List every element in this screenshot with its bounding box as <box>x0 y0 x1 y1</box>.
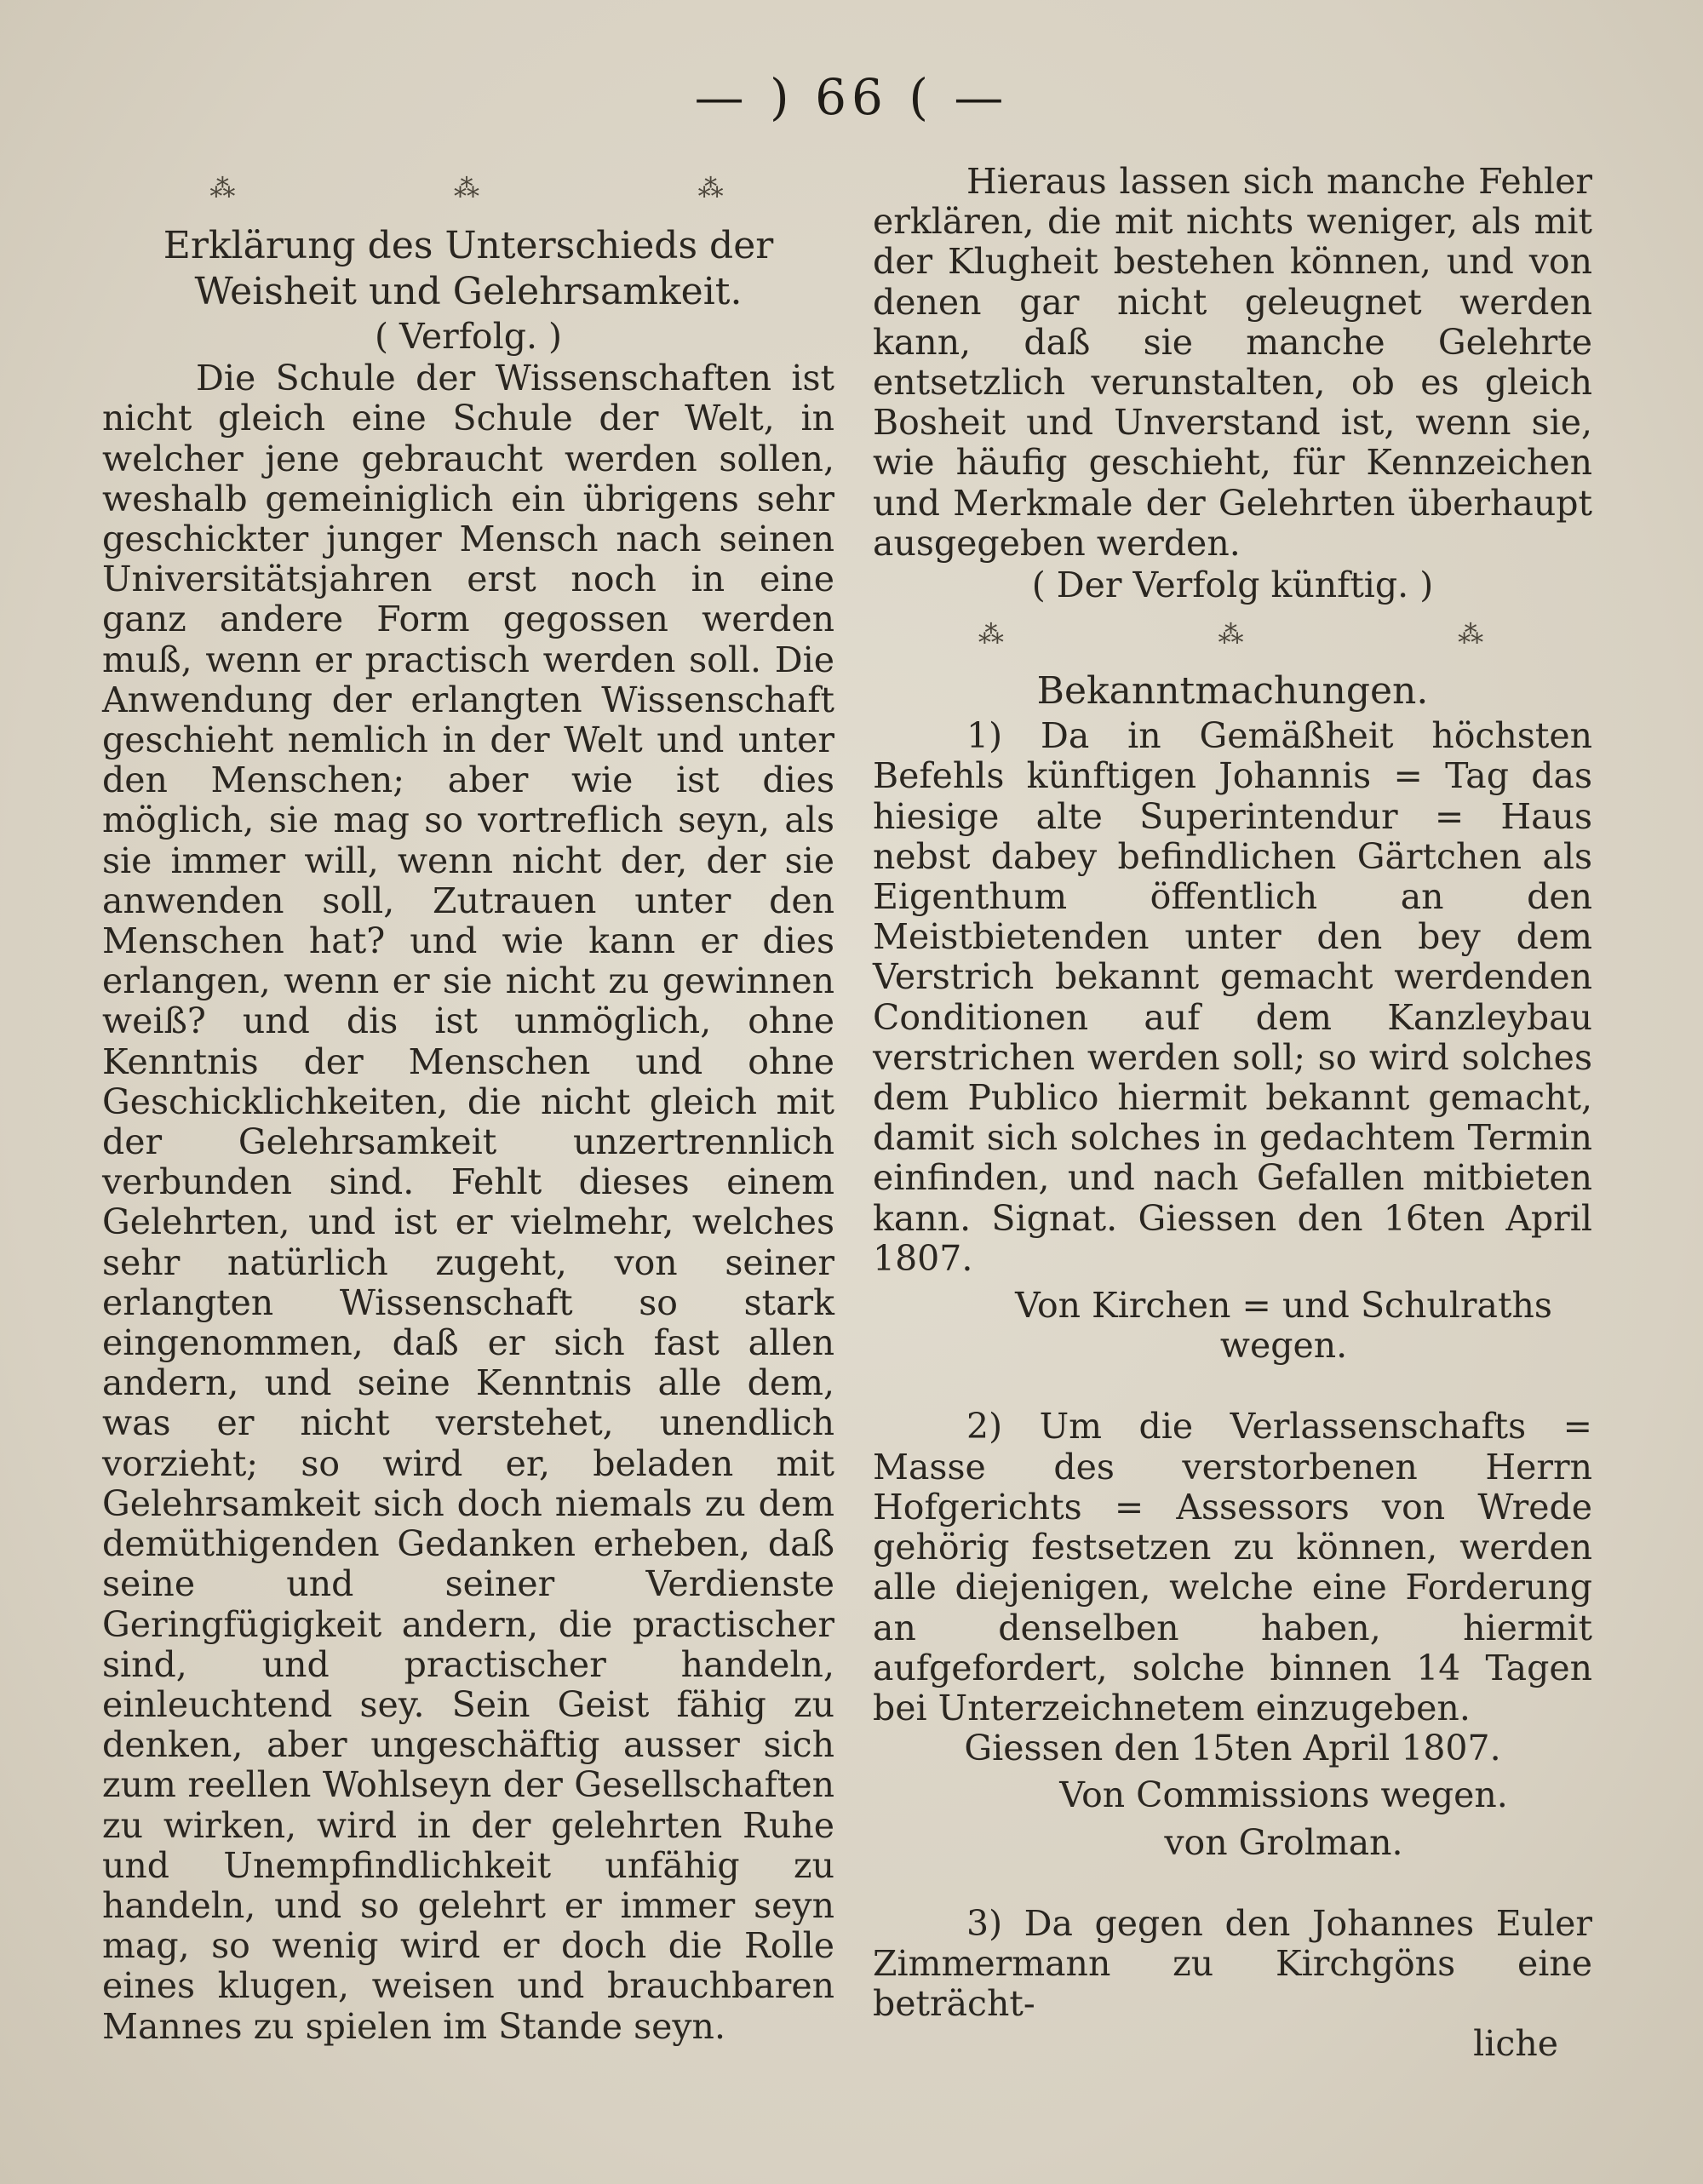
spacer <box>873 1870 1592 1904</box>
ornament-row <box>102 162 834 216</box>
article-title: Erklärung des Unterschieds der Weisheit und Gelehrsamkeit. <box>163 224 774 313</box>
continuation-note: ( Der Verfolg künftig. ) <box>1031 565 1434 606</box>
asterism-icon: ⁂ <box>1218 619 1247 650</box>
notice-2-signature: Von Commissions wegen. <box>1059 1774 1508 1816</box>
continuation-label: ( Verfolg. ) <box>374 316 562 357</box>
notice-1-signature: Von Kirchen = und Schulraths wegen. <box>1015 1285 1552 1367</box>
notice-2-date: Giessen den 15ten April 1807. <box>964 1728 1501 1769</box>
ornament-row <box>873 607 1592 662</box>
asterism-icon: ⁂ <box>1458 619 1488 650</box>
article-body-continued: Hieraus lassen sich manche Fehler erklären, die mit nichts weniger, als mit der Klugheit bestehen können, und von denen gar nicht geleugnet werden kann, daß sie manche Gelehrte entsetzlich verunstalten, ob es gleich Bosheit und Unverstand ist, wenn sie, wie häufig geschieht, für Kennzeichen und Merkmale der Gelehrten überhaupt ausgegeben werden. <box>873 161 1592 564</box>
asterism-icon: ⁂ <box>978 619 1007 650</box>
left-column <box>102 162 834 2047</box>
section-title: Bekanntmachungen. <box>1036 669 1429 714</box>
right-column <box>873 162 1592 2065</box>
notice-3-text: 3) Da gegen den Johannes Euler Zimmermann zu Kirchgöns eine beträcht- <box>873 1902 1592 2025</box>
article-body: Die Schule der Wissenschaften ist nicht gleich eine Schule der Welt, in welcher jene gebraucht werden sollen, weshalb gemeiniglich ein übrigens sehr geschickter junger Mensch nach seinen Universitätsjahren erst noch in eine ganz andere Form gegossen werden muß, wenn er practisch werden soll. Die Anwendung der erlangten Wissenschaft geschieht nemlich in der Welt und unter den Menschen; aber wie ist dies möglich, sie mag so vortreflich seyn, als sie immer will, wenn nicht der, der sie anwenden soll, Zutrauen unter den Menschen hat? und wie kann er dies erlangen, wenn er sie nicht zu gewinnen weiß? und dis ist unmöglich, ohne Kenntnis der Menschen und ohne Geschicklichkeiten, die nicht gleich mit der Gelehrsamkeit unzertrennlich verbunden sind. Fehlt dieses einem Gelehrten, und ist er vielmehr, welches sehr natürlich zugeht, von seiner erlangten Wissenschaft so stark eingenommen, daß er sich fast allen andern, und seine Kenntnis alle dem, was er nicht verstehet, unendlich vorzieht; so wird er, beladen mit Gelehrsamkeit sich doch niemals zu dem demüthigenden Gedanken erheben, daß seine und seiner Verdienste Geringfügigkeit andern, die practischer sind, und practischer handeln, einleuchtend sey. Sein Geist fähig zu denken, aber ungeschäftig ausser sich zum reellen Wohlseyn der Gesellschaften zu wirken, wird in der gelehrten Ruhe und Unempfindlichkeit unfähig zu handeln, und so gelehrt er immer seyn mag, so wenig wird er doch die Rolle eines klugen, weisen und brauchbaren Mannes zu spielen im Stande seyn. <box>102 358 834 2047</box>
catchword: liche <box>1473 2023 1558 2065</box>
notice-1-text: 1) Da in Gemäßheit höchsten Befehls künftigen Johannis = Tag das hiesige alte Superintendur = Haus nebst dabey befindlichen Gärtchen als Eigenthum öffentlich an den Meistbietenden unter den bey dem Verstrich bekannt gemacht werdenden Conditionen auf dem Kanzleybau verstrichen werden soll; so wird solches dem Publico hiermit bekannt gemacht, damit sich solches in gedachtem Termin einfinden, und nach Gefallen mitbieten kann. Signat. Giessen den 16ten April 1807. <box>873 715 1592 1279</box>
spacer <box>873 1373 1592 1407</box>
notice-2-name: von Grolman. <box>1164 1821 1403 1863</box>
asterism-icon: ⁂ <box>697 174 727 204</box>
notice-2-text: 2) Um die Verlassenschafts = Masse des verstorbenen Herrn Hofgerichts = Assessors von Wrede gehörig festsetzen zu können, werden alle diejenigen, welche eine Forderung an denselben haben, hiermit aufgefordert, solche binnen 14 Tagen bei Unterzeichnetem einzugeben. <box>873 1406 1592 1728</box>
asterism-icon: ⁂ <box>209 174 239 204</box>
page-number: — ) 66 ( — <box>694 68 1009 126</box>
asterism-icon: ⁂ <box>453 174 483 204</box>
